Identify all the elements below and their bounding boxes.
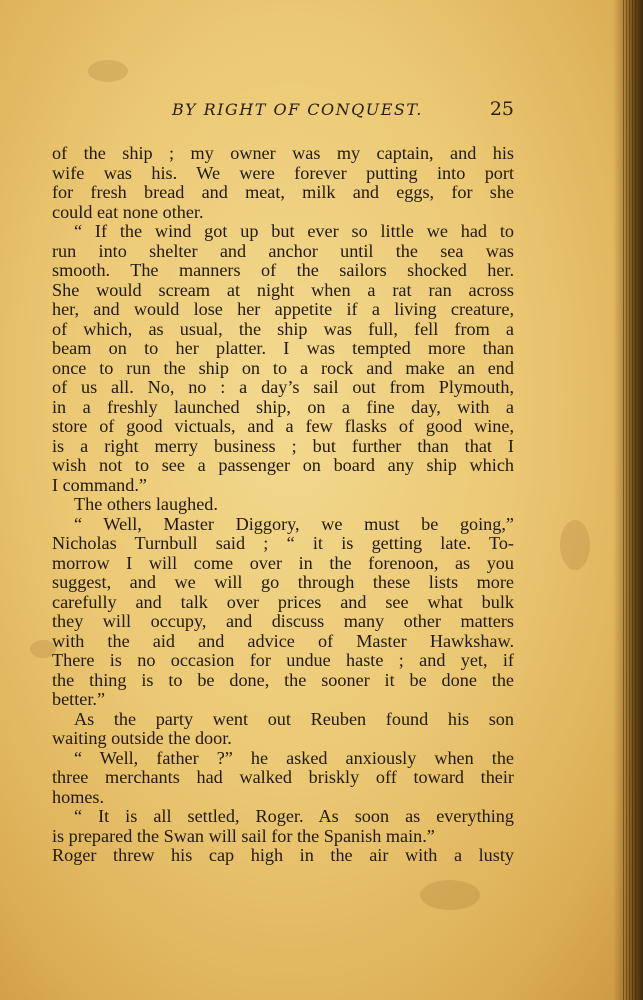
page-edge-shadow bbox=[613, 0, 643, 1000]
text-line: smooth. The manners of the sailors shocked her. bbox=[52, 260, 514, 280]
text-line: I command.” bbox=[52, 474, 147, 495]
page-number: 25 bbox=[489, 98, 514, 120]
text-line: of the ship ; my owner was my captain, and his bbox=[52, 143, 514, 163]
text-line: better.” bbox=[52, 689, 106, 709]
text-line: three merchants had walked briskly off toward their bbox=[52, 767, 514, 787]
text-line: homes. bbox=[52, 786, 105, 807]
running-title: BY RIGHT OF CONQUEST. bbox=[172, 100, 423, 119]
text-line: could eat none other. bbox=[52, 201, 204, 222]
text-line: the thing is to be done, the sooner it be done the bbox=[52, 669, 514, 690]
paper-stain bbox=[88, 60, 128, 82]
text-line: The others laughed. bbox=[74, 494, 218, 514]
text-line: beam on to her platter. I was tempted more than bbox=[52, 338, 514, 358]
text-line: She would scream at night when a rat ran across bbox=[52, 279, 514, 300]
text-line: store of good victuals, and a few flasks of good wine, bbox=[52, 416, 514, 436]
text-line: suggest, and we will go through these lists more bbox=[52, 572, 514, 592]
text-line: of us all. No, no : a day’s sail out from Plymouth, bbox=[52, 377, 514, 397]
text-line: “ It is all settled, Roger. As soon as everything bbox=[74, 806, 514, 826]
text-line: Roger threw his cap high in the air with a lusty bbox=[52, 845, 514, 865]
text-line: with the aid and advice of Master Hawkshaw. bbox=[52, 630, 514, 651]
running-header bbox=[52, 98, 514, 126]
text-line: wife was his. We were forever putting into port bbox=[52, 162, 514, 183]
text-line: for fresh bread and meat, milk and eggs, for she bbox=[52, 182, 514, 202]
text-line: wish not to see a passenger on board any ship which bbox=[52, 455, 514, 475]
text-line: As the party went out Reuben found his son bbox=[74, 708, 514, 729]
text-line: her, and would lose her appetite if a living creature, bbox=[52, 299, 514, 319]
body-text bbox=[52, 144, 514, 866]
text-line: once to run the ship on to a rock and make an end bbox=[52, 357, 514, 378]
text-line: There is no occasion for undue haste ; and yet, if bbox=[52, 650, 514, 670]
text-line: “ Well, father ?” he asked anxiously when the bbox=[74, 747, 514, 768]
text-line: carefully and talk over prices and see what bulk bbox=[52, 591, 514, 612]
text-line: of which, as usual, the ship was full, fell from a bbox=[52, 318, 514, 339]
page-edge-lines bbox=[623, 0, 637, 1000]
text-line: is a right merry business ; but further than that I bbox=[52, 435, 514, 456]
text-line: run into shelter and anchor until the sea was bbox=[52, 240, 514, 261]
text-line: is prepared the Swan will sail for the Spanish main.” bbox=[52, 825, 435, 846]
text-line: Nicholas Turnbull said ; “ it is getting late. To- bbox=[52, 533, 514, 553]
text-line: they will occupy, and discuss many other matters bbox=[52, 611, 514, 631]
text-line: “ If the wind got up but ever so little we had to bbox=[74, 221, 514, 241]
paper-stain bbox=[560, 520, 590, 570]
paper-stain bbox=[420, 880, 480, 910]
text-line: morrow I will come over in the forenoon, as you bbox=[52, 552, 514, 573]
text-line: waiting outside the door. bbox=[52, 728, 232, 748]
text-line: “ Well, Master Diggory, we must be going,” bbox=[74, 513, 514, 534]
text-line: in a freshly launched ship, on a fine day, with a bbox=[52, 396, 514, 417]
